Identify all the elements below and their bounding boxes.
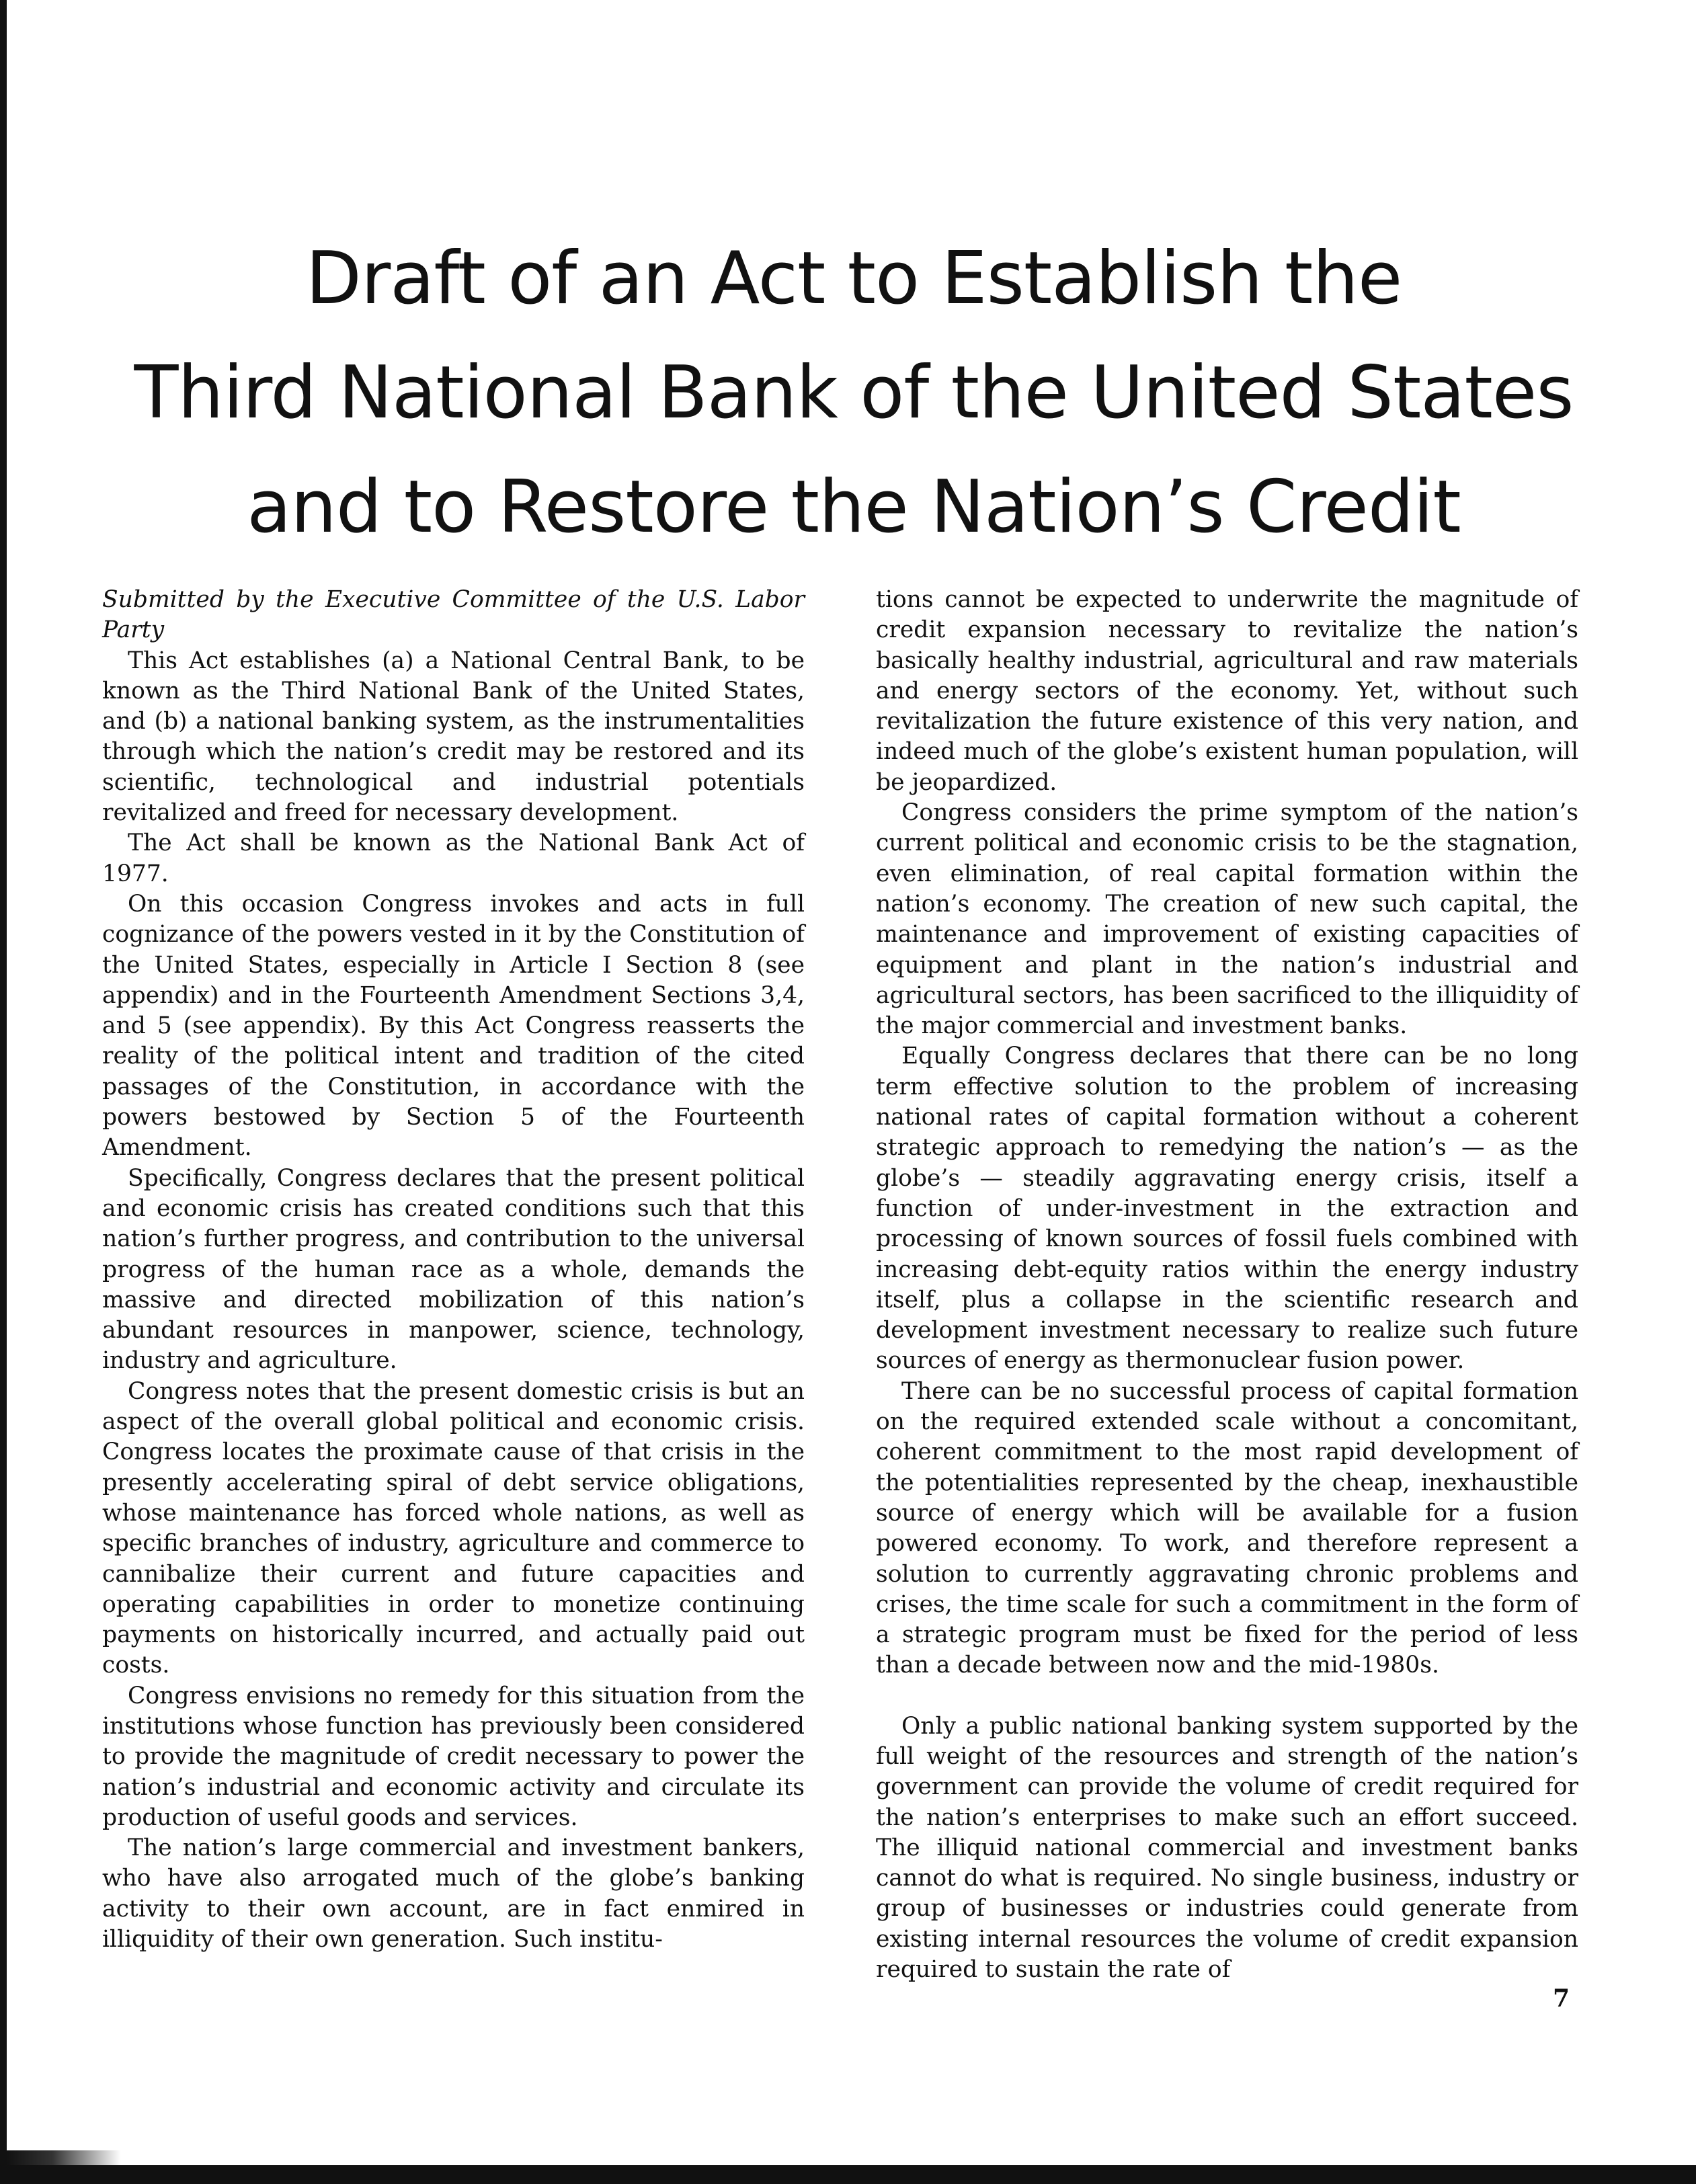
paragraph-continuation: tions cannot be expected to underwrite the magnitude of credit expansion necessary to revitalize the nation’s basically healthy industrial, agricultural and raw materials and energy sectors of the economy. Yet, without such revitalization the future existence of this very nation, and indeed much of the globe’s existent human population, will be jeopardized.: [876, 586, 1578, 796]
page-bottom-edge: [7, 2165, 1696, 2184]
section-gap: [876, 1681, 1578, 1711]
page-number: 7: [1553, 1984, 1570, 2013]
paragraph-capital-formation: Congress considers the prime symptom of the nation’s current political and economic crisis to be the stagnation, even elimination, of real capital formation within the nation’s economy. The creation of new such capital, the maintenance and improvement of existing capacities of equipment and plant in the nation’s industrial and agricultural sectors, has been sacrificed to the illiquidity of the major commercial and investment banks.: [876, 799, 1578, 1040]
paragraph-act-establishes: This Act establishes (a) a National Central Bank, to be known as the Third National Bank of the United States, and (b) a national banking system, as the instrumentalities through which the nation’s credit may be restored and its scientific, technological and industrial potentials revitalized and freed for necessary development.: [102, 647, 805, 827]
left-column: [102, 585, 805, 1955]
title-line-3: and to Restore the Nation’s Credit: [247, 465, 1461, 549]
paragraph-mobilization: Specifically, Congress declares that the present political and economic crisis has created conditions such that this nation’s further progress, and contribution to the universal progress of the human race as a whole, demands the massive and directed mobilization of this nation’s abundant resources in manpower, science, technology, industry and agriculture.: [102, 1164, 805, 1375]
byline: Submitted by the Executive Committee of the U.S. Labor Party: [102, 586, 805, 644]
binding-edge: [0, 0, 7, 2184]
paragraph-no-remedy: Congress envisions no remedy for this situation from the institutions whose function has previously been considered to provide the magnitude of credit necessary to power the nation’s industrial and economic activity and circulate its production of useful goods and services.: [102, 1682, 805, 1831]
page-title: [94, 222, 1613, 565]
paragraph-constitutional-powers: On this occasion Congress invokes and acts in full cognizance of the powers vested in it by the Constitution of the United States, especially in Article I Section 8 (see appendix) and in the Fourteenth Amendment Sections 3,4, and 5 (see appendix). By this Act Congress reasserts the reality of the political intent and tradition of the cited passages of the Constitution, in accordance with the powers bestowed by Section 5 of the Fourteenth Amendment.: [102, 890, 805, 1162]
paragraph-public-banking: Only a public national banking system supported by the full weight of the resources and strength of the nation’s government can provide the volume of credit required for the nation’s enterprises to make such an effort succeed. The illiquid national commercial and investment banks cannot do what is required. No single business, industry or group of businesses or industries could generate from existing internal resources the volume of credit expansion required to sustain the rate of: [876, 1712, 1578, 1984]
paragraph-bankers-illiquidity: The nation’s large commercial and investment bankers, who have also arrogated much of the globe’s banking activity to their own account, are in fact enmired in illiquidity of their own generation. Such institu-: [102, 1834, 805, 1953]
title-line-1: Draft of an Act to Establish the: [305, 237, 1402, 321]
right-column: [876, 585, 1578, 1985]
paragraph-fusion-commitment: There can be no successful process of capital formation on the required extended scale without a concomitant, coherent commitment to the most rapid development of the potentialities represented by the cheap, inexhaustible source of energy which will be available for a fusion powered economy. To work, and therefore represent a solution to currently aggravating chronic problems and crises, the time scale for such a commitment in the form of a strategic program must be fixed for the period of less than a decade between now and the mid-1980s.: [876, 1377, 1578, 1679]
paragraph-energy-crisis: Equally Congress declares that there can be no long term effective solution to the problem of increasing national rates of capital formation without a coherent strategic approach to remedying the nation’s — as the globe’s — steadily aggravating energy crisis, itself a function of under-investment in the extraction and processing of known sources of fossil fuels combined with increasing debt-equity ratios within the energy industry itself, plus a collapse in the scientific research and development investment necessary to realize such future sources of energy as thermonuclear fusion power.: [876, 1043, 1578, 1375]
paragraph-global-crisis: Congress notes that the present domestic crisis is but an aspect of the overall global political and economic crisis. Congress locates the proximate cause of that crisis in the presently accelerating spiral of debt service obligations, whose maintenance has forced whole nations, as well as specific branches of industry, agriculture and commerce to cannibalize their current and future capacities and operating capabilities in order to monetize continuing payments on historically incurred, and actually paid out costs.: [102, 1377, 805, 1679]
paragraph-act-name: The Act shall be known as the National Bank Act of 1977.: [102, 830, 805, 887]
title-line-2: Third National Bank of the United States: [134, 351, 1574, 435]
